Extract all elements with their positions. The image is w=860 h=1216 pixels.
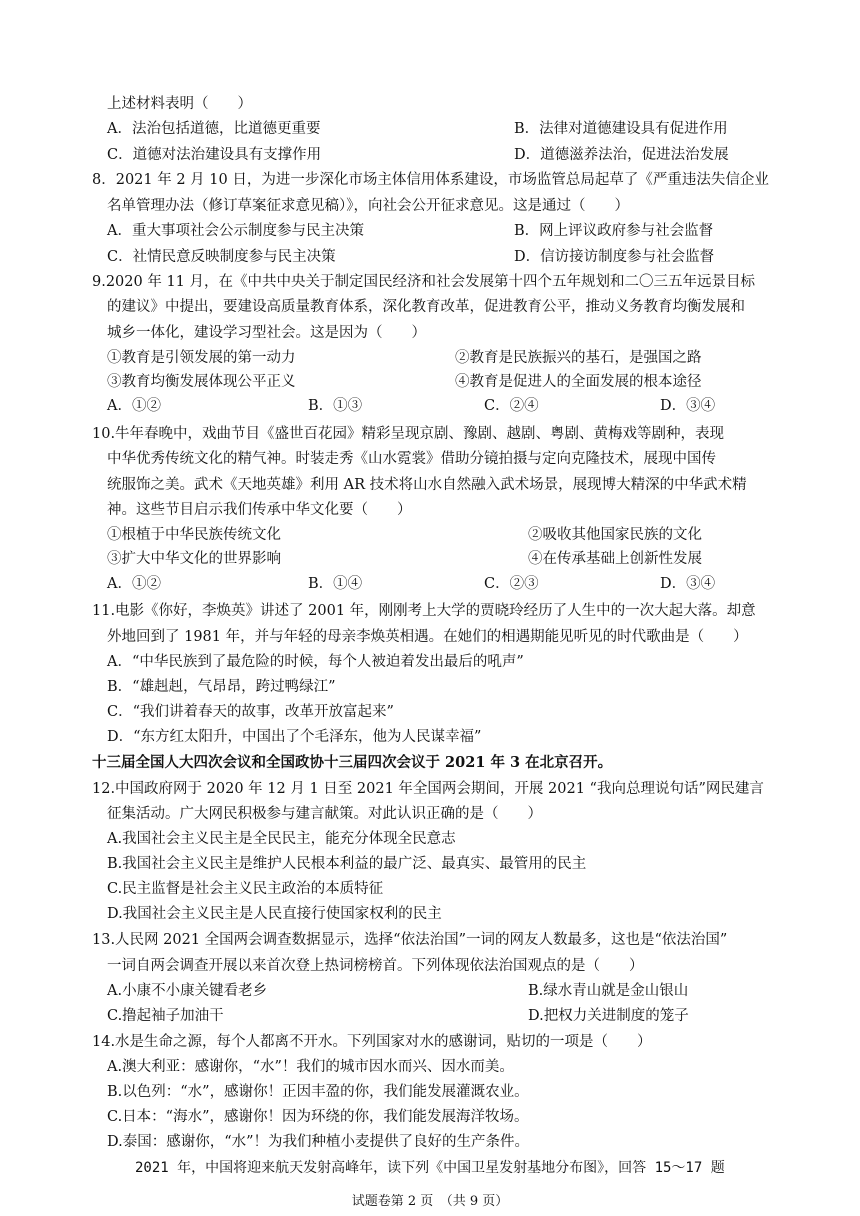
- q8-stem-line2: 名单管理办法（修订草案征求意见稿）》，向社会公开征求意见。这是通过（ ）: [107, 198, 629, 214]
- q10-stem-line1: 10.牛年春晚中，戏曲节目《盛世百花园》精彩呈现京剧、豫剧、越剧、粤剧、黄梅戏等剧种，表现: [92, 426, 725, 442]
- q15-intro: 2021 年，中国将迎来航天发射高峰年，读下列《中国卫星发射基地分布图》，回答 15～17 题: [135, 1160, 725, 1176]
- q9-option-b: B．①③: [308, 398, 363, 414]
- q13-option-b: B.绿水青山就是金山银山: [528, 983, 689, 999]
- q11-option-a: A．“中华民族到了最危险的时候，每个人被迫着发出最后的吼声”: [107, 654, 524, 670]
- q10-statement-1: ①根植于中华民族传统文化: [107, 527, 281, 543]
- q12-option-c: C.民主监督是社会主义民主政治的本质特征: [107, 881, 384, 897]
- q10-statement-2: ②吸收其他国家民族的文化: [528, 527, 702, 543]
- q7-option-a: A．法治包括道德，比道德更重要: [107, 121, 321, 137]
- q8-stem-line1: 8．2021 年 2 月 10 日，为进一步深化市场主体信用体系建设，市场监管总局起草了《严重违法失信企业: [92, 172, 769, 188]
- q11-option-d: D．“东方红太阳升，中国出了个毛泽东，他为人民谋幸福”: [107, 729, 482, 745]
- q9-statement-1: ①教育是引领发展的第一动力: [107, 350, 296, 366]
- q10-option-d: D．③④: [660, 576, 716, 592]
- q13-option-a: A.小康不小康关键看老乡: [107, 983, 268, 999]
- q10-option-a: A．①②: [107, 576, 161, 592]
- q8-option-a: A．重大事项社会公示制度参与民主决策: [107, 223, 364, 239]
- q14-option-a: A.澳大利亚：感谢你，“水”！我们的城市因水而兴、因水而美。: [107, 1059, 514, 1075]
- q8-option-b: B．网上评议政府参与社会监督: [514, 223, 714, 239]
- q10-statement-3: ③扩大中华文化的世界影响: [107, 551, 281, 567]
- q14-option-b: B.以色列：“水”，感谢你！正因丰盈的你，我们能发展灌溉农业。: [107, 1084, 529, 1100]
- q9-statement-3: ③教育均衡发展体现公平正义: [107, 374, 296, 390]
- q8-option-c: C．社情民意反映制度参与民主决策: [107, 249, 336, 265]
- q9-stem-line1: 9.2020 年 11 月，在《中共中央关于制定国民经济和社会发展第十四个五年规划和二〇三五年远景目标: [92, 274, 756, 290]
- q13-stem-line2: 一词自两会调查开展以来首次登上热词榜榜首。下列体现依法治国观点的是（ ）: [107, 958, 644, 974]
- q12-stem-line2: 征集活动。广大网民积极参与建言献策。对此认识正确的是（ ）: [107, 806, 542, 822]
- q7-option-d: D．道德滋养法治，促进法治发展: [514, 147, 729, 163]
- q9-option-a: A．①②: [107, 398, 161, 414]
- q11-option-b: B．“雄赳赳，气昂昂，跨过鸭绿江”: [107, 679, 336, 695]
- q9-statement-2: ②教育是民族振兴的基石，是强国之路: [455, 350, 702, 366]
- q14-option-d: D.泰国：感谢你，“水”！为我们种植小麦提供了良好的生产条件。: [107, 1134, 530, 1150]
- q11-stem-line1: 11.电影《你好，李焕英》讲述了 2001 年，刚刚考上大学的贾晓玲经历了人生中的一次大起大落。却意: [92, 603, 756, 619]
- q9-option-d: D．③④: [660, 398, 716, 414]
- q7-stem: 上述材料表明（ ）: [107, 96, 252, 112]
- q14-stem: 14.水是生命之源，每个人都离不开水。下列国家对水的感谢词，贴切的一项是（ ）: [92, 1034, 652, 1050]
- q13-stem-line1: 13.人民网 2021 全国两会调查数据显示，选择“依法治国”一词的网友人数最多，这也是“依法治国”: [92, 932, 728, 948]
- q11-stem-line2: 外地回到了 1981 年，并与年轻的母亲李焕英相遇。在她们的相遇期能见听见的时代歌曲是（ ）: [107, 629, 748, 645]
- q10-option-c: C．②③: [484, 576, 539, 592]
- q9-statement-4: ④教育是促进人的全面发展的根本途径: [455, 374, 702, 390]
- q10-option-b: B．①④: [308, 576, 363, 592]
- q10-statement-4: ④在传承基础上创新性发展: [528, 551, 702, 567]
- q10-stem-line4: 神。这些节目启示我们传承中华文化要（ ）: [107, 502, 412, 518]
- q10-stem-line3: 统服饰之美。武术《天地英雄》利用 AR 技术将山水自然融入武术场景，展现博大精深的中华武术精: [107, 477, 747, 493]
- q10-stem-line2: 中华优秀传统文化的精气神。时装走秀《山水霓裳》借助分镜拍摄与定向克隆技术，展现中国传: [107, 451, 716, 467]
- q12-option-a: A.我国社会主义民主是全民民主，能充分体现全民意志: [107, 831, 456, 847]
- page-footer: 试题卷第 2 页 （共 9 页）: [351, 1194, 509, 1209]
- q9-option-c: C．②④: [484, 398, 539, 414]
- q11-option-c: C．“我们讲着春天的故事，改革开放富起来”: [107, 704, 394, 720]
- q13-option-d: D.把权力关进制度的笼子: [528, 1008, 689, 1024]
- q13-option-c: C.撸起袖子加油干: [107, 1008, 224, 1024]
- q7-option-b: B．法律对道德建设具有促进作用: [514, 121, 728, 137]
- q7-option-c: C．道德对法治建设具有支撑作用: [107, 147, 322, 163]
- q14-option-c: C.日本：“海水”，感谢你！因为环绕的你，我们能发展海洋牧场。: [107, 1109, 529, 1125]
- q9-stem-line3: 城乡一体化，建设学习型社会。这是因为（ ）: [107, 325, 426, 341]
- q12-stem-line1: 12.中国政府网于 2020 年 12 月 1 日至 2021 年全国两会期间，开展 2021 “我向总理说句话”网民建言: [92, 781, 764, 797]
- q9-stem-line2: 的建议》中提出，要建设高质量教育体系，深化教育改革，促进教育公平，推动义务教育均衡发展和: [107, 299, 745, 315]
- q12-option-d: D.我国社会主义民主是人民直接行使国家权利的民主: [107, 906, 442, 922]
- section-note: 十三届全国人大四次会议和全国政协十三届四次会议于 2021 年 3 在北京召开。: [92, 754, 613, 771]
- q12-option-b: B.我国社会主义民主是维护人民根本利益的最广泛、最真实、最管用的民主: [107, 856, 587, 872]
- q8-option-d: D．信访接访制度参与社会监督: [514, 249, 715, 265]
